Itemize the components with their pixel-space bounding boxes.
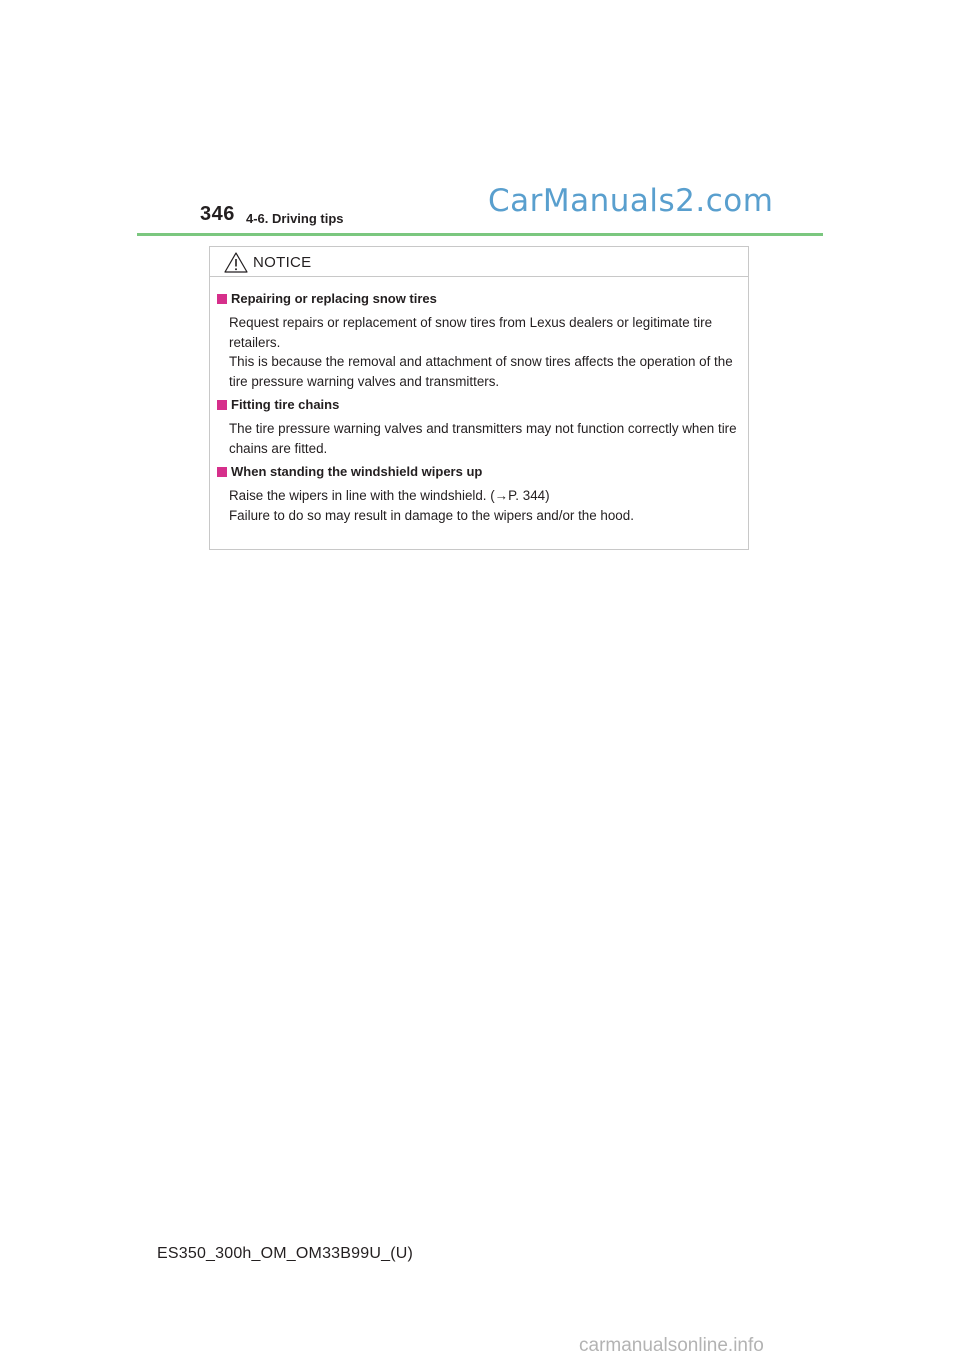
notice-header [210, 247, 748, 277]
bullet-square-icon [217, 294, 227, 304]
item-text [229, 486, 738, 525]
notice-item [217, 397, 738, 458]
item-heading-text: Repairing or replacing snow tires [231, 291, 437, 306]
notice-box [209, 246, 749, 550]
footer-doc-code: ES350_300h_OM_OM33B99U_(U) [157, 1245, 414, 1262]
bullet-square-icon [217, 400, 227, 410]
item-heading [217, 291, 738, 306]
item-sentence: Failure to do so may result in damage to the wipers and/or the hood. [229, 507, 634, 523]
item-sentence: Request repairs or replacement of snow tires from Lexus dealers or legitimate tire retailers. [229, 315, 713, 350]
watermark-logo: CarManuals2.com [488, 183, 774, 219]
warning-triangle-icon [224, 252, 248, 273]
notice-item [217, 291, 738, 391]
item-heading [217, 397, 738, 412]
bullet-square-icon [217, 467, 227, 477]
notice-item [217, 464, 738, 525]
footer-watermark: carmanualsonline.info [579, 1335, 764, 1356]
section-title: 4-6. Driving tips [246, 211, 344, 226]
item-sentence: Raise the wipers in line with the windshield. (→P. 344) [229, 488, 550, 503]
item-text [229, 313, 738, 391]
page-number: 346 [200, 203, 235, 225]
notice-title: NOTICE [253, 254, 312, 271]
item-text [229, 419, 738, 458]
header-rule [137, 233, 823, 236]
item-heading [217, 464, 738, 479]
item-sentence: The tire pressure warning valves and transmitters may not function correctly when tire chains are fitted. [229, 421, 737, 456]
item-heading-text: When standing the windshield wipers up [231, 464, 483, 479]
notice-body [210, 277, 748, 525]
item-heading-text: Fitting tire chains [231, 397, 340, 412]
item-sentence: This is because the removal and attachment of snow tires affects the operation of the tire pressure warning valves and transmitters. [229, 354, 733, 389]
